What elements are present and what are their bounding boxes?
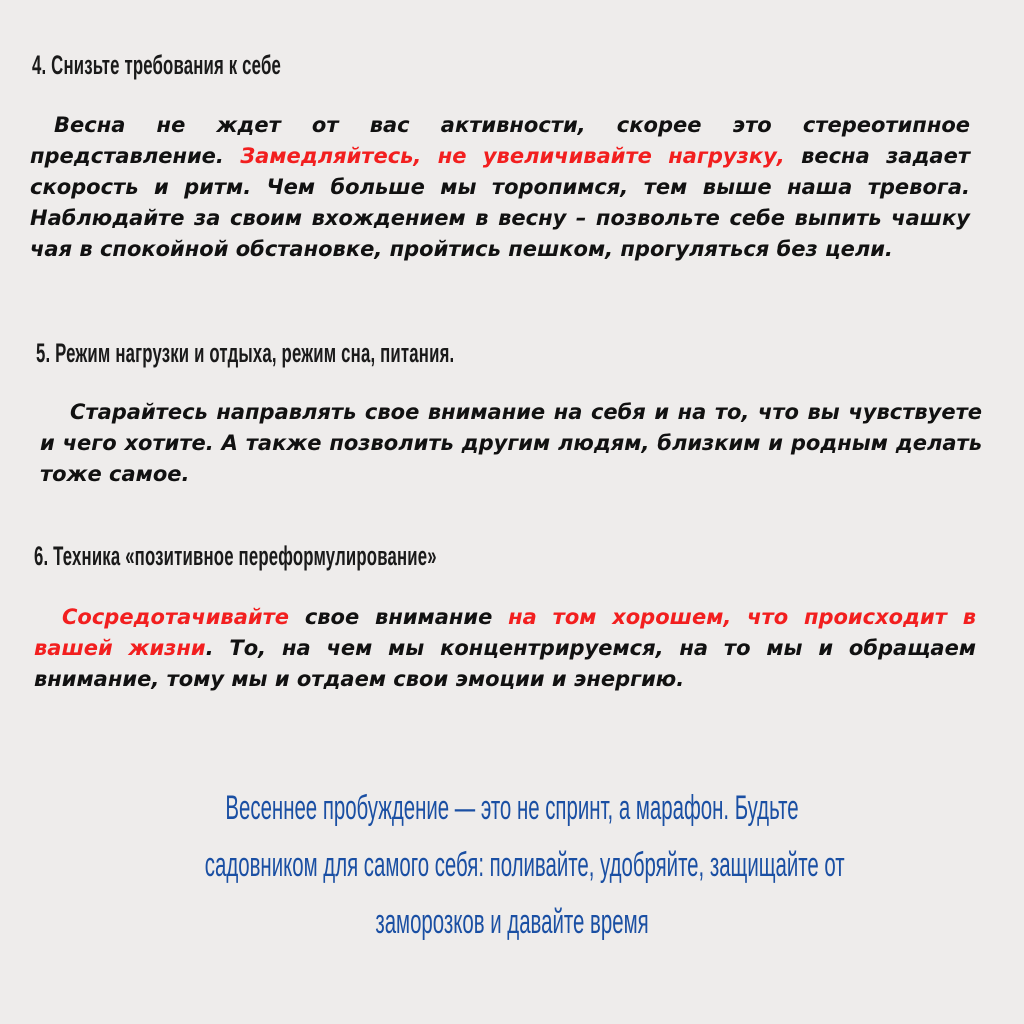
section-4-paragraph [30, 110, 970, 265]
section-6-text-2: . То, на чем мы концентрируемся, на то мы и обращаем внимание, тому мы и отдаем свои эмоции и энергию. [34, 636, 976, 691]
section-5-heading: 5. Режим нагрузки и отдыха, режим сна, питания. [36, 338, 455, 368]
section-6-highlight-2: на том хорошем, что происходит в вашей жизни [34, 605, 976, 660]
closing-line-3: заморозков и давайте время [375, 903, 649, 941]
section-4-heading: 4. Снизьте требования к себе [32, 50, 281, 80]
closing-line-2: садовником для самого себя: поливайте, удобряйте, защищайте от [204, 846, 845, 884]
section-6-paragraph [34, 602, 976, 695]
section-5-paragraph [40, 397, 982, 490]
section-4-highlight-1: Замедляйтесь, не увеличивайте нагрузку, [240, 144, 785, 168]
closing-statement [0, 780, 1024, 951]
section-6-heading: 6. Техника «позитивное переформулирование» [34, 541, 437, 571]
section-5-text-1: Старайтесь направлять свое внимание на себя и на то, что вы чувствуете и чего хотите. А также позволить другим людям, близким и родным делать тоже самое. [40, 400, 982, 486]
section-4-text-1: Весна не ждет от вас активности, скорее это стереотипное представление. [30, 113, 970, 168]
section-4-text-2: весна задает скорость и ритм. Чем больше мы торопимся, тем выше наша тревога. Наблюдайте за своим вхождением в весну – позвольте себе выпить чашку чая в спокойной обстановке, пройтись пешком, прогуляться без цели. [30, 144, 971, 261]
section-6-highlight-1: Сосредотачивайте [62, 605, 290, 629]
section-6-text-1: свое внимание [289, 605, 509, 629]
closing-line-1: Весеннее пробуждение — это не спринт, а марафон. Будьте [225, 789, 799, 827]
